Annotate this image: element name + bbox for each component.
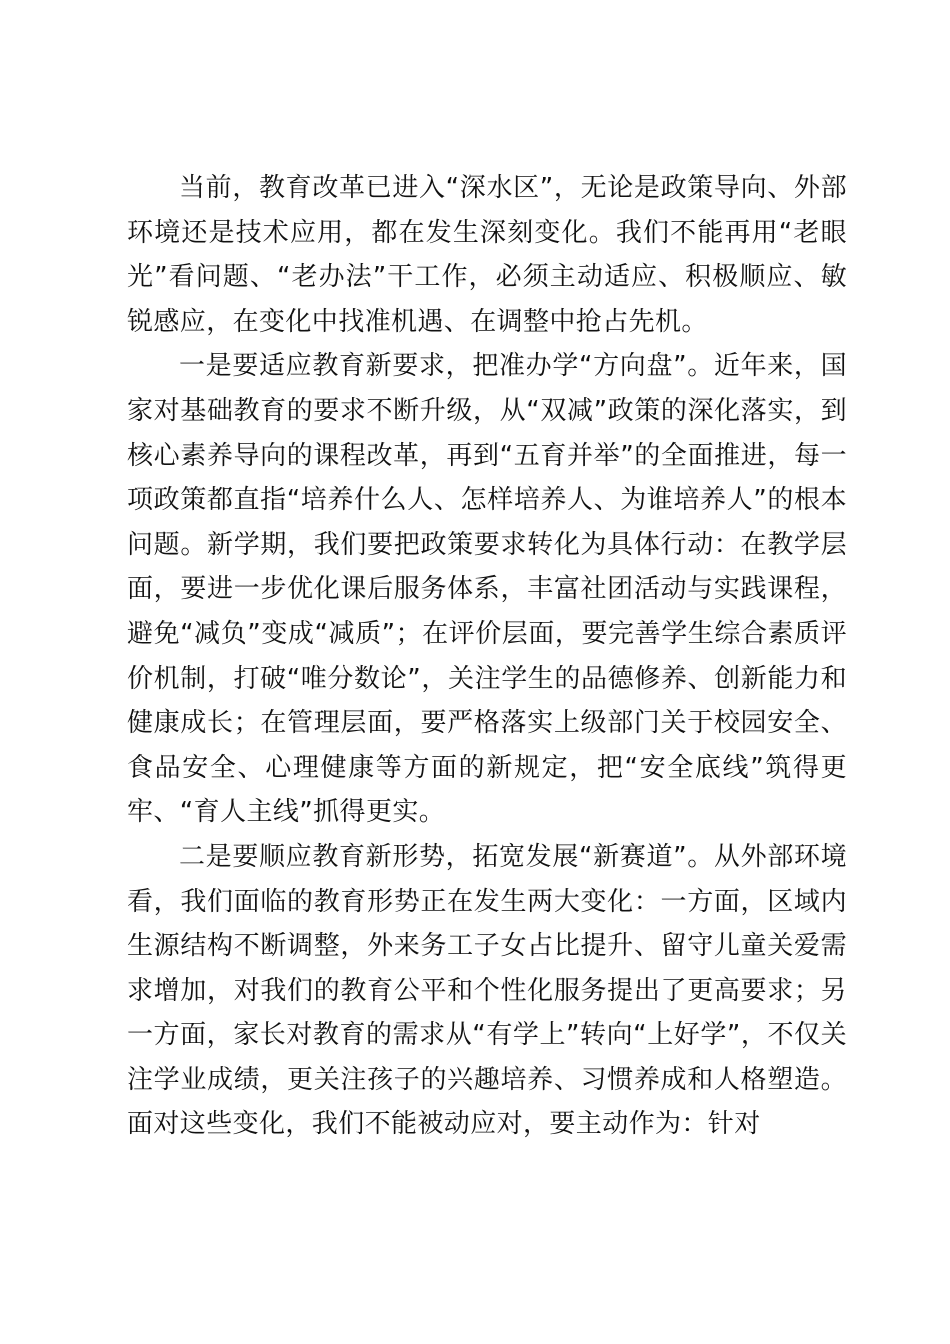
- paragraph-point-two: 二是要顺应教育新形势，拓宽发展“新赛道”。从外部环境看，我们面临的教育形势正在发生两大变化：一方面，区域内生源结构不断调整，外来务工子女占比提升、留守儿童关爱需求增加，对我们的教育公平和个性化服务提出了更高要求；另一方面，家长对教育的需求从“有学上”转向“上好学”，不仅关注学业成绩，更关注孩子的兴趣培养、习惯养成和人格塑造。面对这些变化，我们不能被动应对，要主动作为：针对: [127, 841, 847, 1140]
- paragraph-point-one: 一是要适应教育新要求，把准办学“方向盘”。近年来，国家对基础教育的要求不断升级，从“双减”政策的深化落实，到核心素养导向的课程改革，再到“五育并举”的全面推进，每一项政策都直指“培养什么人、怎样培养人、为谁培养人”的根本问题。新学期，我们要把政策要求转化为具体行动：在教学层面，要进一步优化课后服务体系，丰富社团活动与实践课程，避免“减负”变成“减质”；在评价层面，要完善学生综合素质评价机制，打破“唯分数论”，关注学生的品德修养、创新能力和健康成长；在管理层面，要严格落实上级部门关于校园安全、食品安全、心理健康等方面的新规定，把“安全底线”筑得更牢、“育人主线”抓得更实。: [127, 351, 847, 828]
- document-body: [127, 166, 847, 1147]
- paragraph-intro: 当前，教育改革已进入“深水区”，无论是政策导向、外部环境还是技术应用，都在发生深刻变化。我们不能再用“老眼光”看问题、“老办法”干工作，必须主动适应、积极顺应、敏锐感应，在变化中找准机遇、在调整中抢占先机。: [127, 173, 847, 337]
